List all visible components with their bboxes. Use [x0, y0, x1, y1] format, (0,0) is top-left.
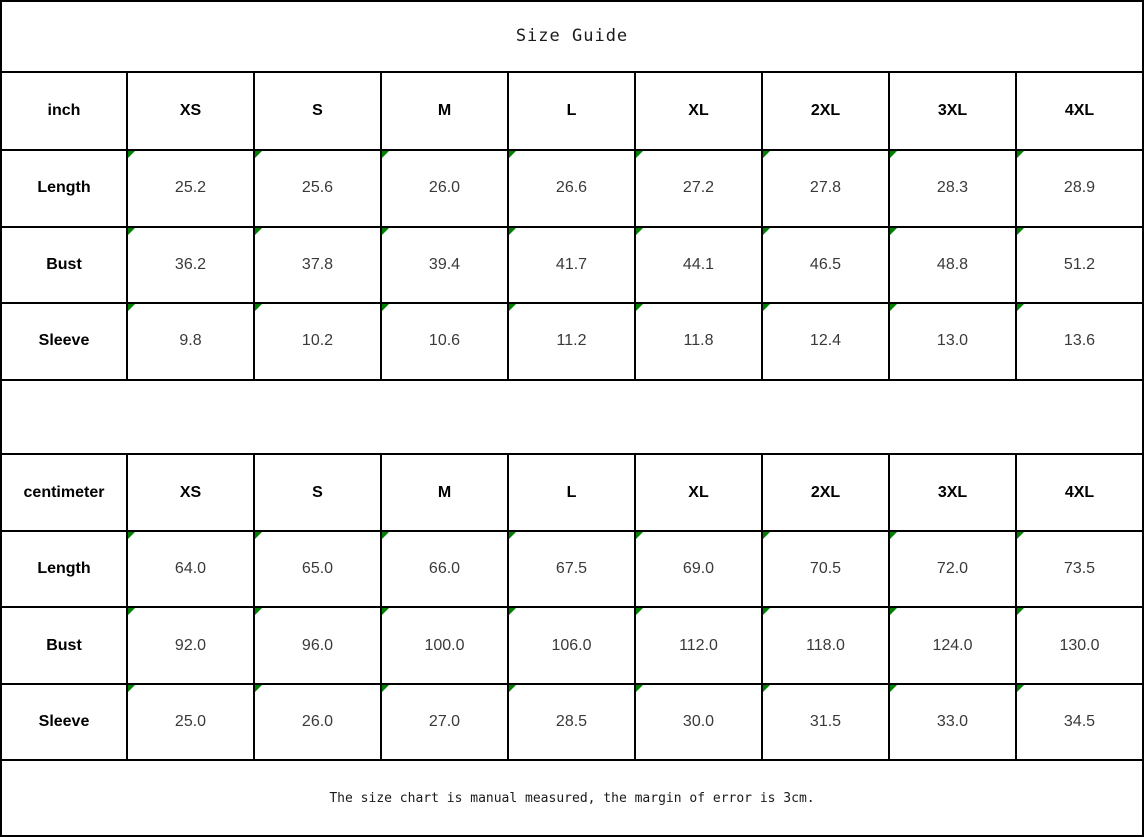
size-value: 92.0: [174, 636, 207, 654]
cell-marker-icon: [128, 304, 135, 311]
size-value-cell: [254, 684, 381, 761]
measurement-label: Length: [1, 150, 127, 227]
size-value: 130.0: [1059, 636, 1100, 654]
size-value-cell: [762, 150, 889, 227]
cell-marker-icon: [890, 228, 897, 235]
cell-marker-icon: [509, 608, 516, 615]
size-value: 9.8: [179, 332, 202, 350]
cell-marker-icon: [509, 304, 516, 311]
size-value-cell: [1016, 531, 1143, 608]
cell-marker-icon: [636, 228, 643, 235]
size-value: 28.9: [1063, 179, 1096, 197]
cell-marker-icon: [382, 228, 389, 235]
size-column-header: S: [254, 72, 381, 151]
size-value-cell: [762, 227, 889, 304]
table-row: [1, 684, 1143, 761]
cell-marker-icon: [255, 685, 262, 692]
size-value-cell: [889, 607, 1016, 684]
cell-marker-icon: [763, 151, 770, 158]
cell-marker-icon: [128, 532, 135, 539]
cell-marker-icon: [763, 685, 770, 692]
size-value-cell: [1016, 607, 1143, 684]
cell-marker-icon: [763, 608, 770, 615]
table-spacer: [1, 380, 1143, 455]
size-value-cell: [635, 531, 762, 608]
cell-marker-icon: [255, 532, 262, 539]
cell-marker-icon: [763, 532, 770, 539]
size-value-cell: [127, 227, 254, 304]
cell-marker-icon: [763, 228, 770, 235]
size-value: 25.6: [301, 179, 334, 197]
size-value: 34.5: [1063, 713, 1096, 731]
size-value-cell: [508, 684, 635, 761]
size-value: 67.5: [555, 560, 588, 578]
size-value: 26.0: [428, 179, 461, 197]
size-value: 124.0: [932, 636, 973, 654]
cell-marker-icon: [382, 532, 389, 539]
size-value-cell: [635, 227, 762, 304]
cell-marker-icon: [255, 608, 262, 615]
size-value-cell: [635, 150, 762, 227]
size-value: 73.5: [1063, 560, 1096, 578]
size-value-cell: [508, 227, 635, 304]
size-value-cell: [381, 303, 508, 380]
size-value: 39.4: [428, 255, 461, 273]
size-value-cell: [635, 684, 762, 761]
size-value-cell: [127, 150, 254, 227]
table-row: [1, 531, 1143, 608]
size-value-cell: [381, 227, 508, 304]
cell-marker-icon: [890, 151, 897, 158]
size-value: 11.2: [556, 332, 587, 350]
size-value-cell: [127, 531, 254, 608]
size-value-cell: [1016, 150, 1143, 227]
size-value-cell: [762, 684, 889, 761]
size-value-cell: [889, 303, 1016, 380]
size-value-cell: [762, 607, 889, 684]
size-value: 64.0: [174, 560, 207, 578]
cell-marker-icon: [509, 151, 516, 158]
size-value-cell: [635, 607, 762, 684]
size-column-header: 4XL: [1016, 72, 1143, 151]
size-value-cell: [381, 684, 508, 761]
size-value: 31.5: [809, 713, 842, 731]
page-title: Size Guide: [1, 1, 1143, 72]
table-row: [1, 607, 1143, 684]
size-value: 106.0: [551, 636, 592, 654]
unit-header-inch: inch: [1, 72, 127, 151]
cell-marker-icon: [1017, 608, 1024, 615]
table-row: [1, 303, 1143, 380]
cell-marker-icon: [128, 228, 135, 235]
size-value: 44.1: [682, 255, 715, 273]
size-column-header: M: [381, 454, 508, 531]
size-value-cell: [762, 303, 889, 380]
size-value: 25.0: [174, 713, 207, 731]
size-value: 13.6: [1063, 332, 1096, 350]
size-value-cell: [1016, 303, 1143, 380]
cell-marker-icon: [636, 608, 643, 615]
size-value-cell: [508, 531, 635, 608]
size-value: 13.0: [936, 332, 969, 350]
cell-marker-icon: [382, 304, 389, 311]
size-value-cell: [254, 150, 381, 227]
cell-marker-icon: [128, 608, 135, 615]
cell-marker-icon: [1017, 532, 1024, 539]
size-value-cell: [762, 531, 889, 608]
size-value: 48.8: [936, 255, 969, 273]
cell-marker-icon: [890, 304, 897, 311]
cell-marker-icon: [128, 151, 135, 158]
size-value: 27.0: [428, 713, 461, 731]
size-value-cell: [508, 150, 635, 227]
cell-marker-icon: [1017, 228, 1024, 235]
size-value-cell: [635, 303, 762, 380]
size-value-cell: [889, 150, 1016, 227]
size-column-header: 2XL: [762, 72, 889, 151]
size-value: 10.6: [428, 332, 461, 350]
measurement-label: Bust: [1, 607, 127, 684]
size-value: 100.0: [424, 636, 465, 654]
size-column-header: 3XL: [889, 72, 1016, 151]
size-value: 28.3: [936, 179, 969, 197]
size-value: 26.6: [555, 179, 588, 197]
cell-marker-icon: [890, 532, 897, 539]
size-value: 26.0: [301, 713, 334, 731]
size-column-header: L: [508, 72, 635, 151]
cell-marker-icon: [636, 532, 643, 539]
size-value-cell: [254, 227, 381, 304]
size-value-cell: [508, 303, 635, 380]
size-value: 10.2: [301, 332, 334, 350]
size-value: 28.5: [555, 713, 588, 731]
footer-note: The size chart is manual measured, the margin of error is 3cm.: [1, 760, 1143, 836]
size-value: 33.0: [936, 713, 969, 731]
size-value: 72.0: [936, 560, 969, 578]
size-value: 11.8: [683, 332, 714, 350]
size-column-header: 3XL: [889, 454, 1016, 531]
cell-marker-icon: [509, 532, 516, 539]
cell-marker-icon: [255, 304, 262, 311]
cell-marker-icon: [255, 151, 262, 158]
size-value-cell: [254, 303, 381, 380]
size-value-cell: [127, 684, 254, 761]
cell-marker-icon: [636, 151, 643, 158]
size-column-header: L: [508, 454, 635, 531]
size-value-cell: [889, 531, 1016, 608]
cell-marker-icon: [382, 685, 389, 692]
size-value: 69.0: [682, 560, 715, 578]
cell-marker-icon: [509, 685, 516, 692]
size-column-header: 2XL: [762, 454, 889, 531]
size-column-header: M: [381, 72, 508, 151]
size-column-header: XL: [635, 454, 762, 531]
cell-marker-icon: [1017, 151, 1024, 158]
size-value-cell: [381, 607, 508, 684]
cell-marker-icon: [636, 304, 643, 311]
cell-marker-icon: [509, 228, 516, 235]
size-value: 41.7: [555, 255, 588, 273]
size-value: 112.0: [679, 636, 718, 654]
cell-marker-icon: [890, 685, 897, 692]
size-value-cell: [1016, 227, 1143, 304]
size-value-cell: [381, 531, 508, 608]
size-value: 65.0: [301, 560, 334, 578]
size-value: 30.0: [682, 713, 715, 731]
size-value: 12.4: [809, 332, 842, 350]
cell-marker-icon: [636, 685, 643, 692]
size-column-header: XS: [127, 454, 254, 531]
size-value-cell: [889, 684, 1016, 761]
size-value-cell: [127, 607, 254, 684]
measurement-label: Bust: [1, 227, 127, 304]
table-row: [1, 150, 1143, 227]
size-value: 51.2: [1063, 255, 1096, 273]
size-value-cell: [254, 531, 381, 608]
size-column-header: XL: [635, 72, 762, 151]
size-value: 37.8: [301, 255, 334, 273]
size-value: 46.5: [809, 255, 842, 273]
size-value: 36.2: [174, 255, 207, 273]
size-value: 118.0: [806, 636, 845, 654]
cell-marker-icon: [1017, 685, 1024, 692]
size-value-cell: [127, 303, 254, 380]
table-row: [1, 227, 1143, 304]
cell-marker-icon: [255, 228, 262, 235]
size-column-header: XS: [127, 72, 254, 151]
size-value-cell: [1016, 684, 1143, 761]
size-value-cell: [254, 607, 381, 684]
size-value: 70.5: [809, 560, 842, 578]
size-value: 25.2: [174, 179, 207, 197]
size-value-cell: [381, 150, 508, 227]
cell-marker-icon: [1017, 304, 1024, 311]
size-value-cell: [889, 227, 1016, 304]
unit-header-centimeter: centimeter: [1, 454, 127, 531]
measurement-label: Length: [1, 531, 127, 608]
cell-marker-icon: [128, 685, 135, 692]
cell-marker-icon: [763, 304, 770, 311]
size-value: 66.0: [428, 560, 461, 578]
size-value: 96.0: [301, 636, 334, 654]
size-value-cell: [508, 607, 635, 684]
cell-marker-icon: [890, 608, 897, 615]
cell-marker-icon: [382, 608, 389, 615]
measurement-label: Sleeve: [1, 303, 127, 380]
measurement-label: Sleeve: [1, 684, 127, 761]
size-value: 27.8: [809, 179, 842, 197]
size-value: 27.2: [682, 179, 715, 197]
size-column-header: S: [254, 454, 381, 531]
cell-marker-icon: [382, 151, 389, 158]
size-column-header: 4XL: [1016, 454, 1143, 531]
